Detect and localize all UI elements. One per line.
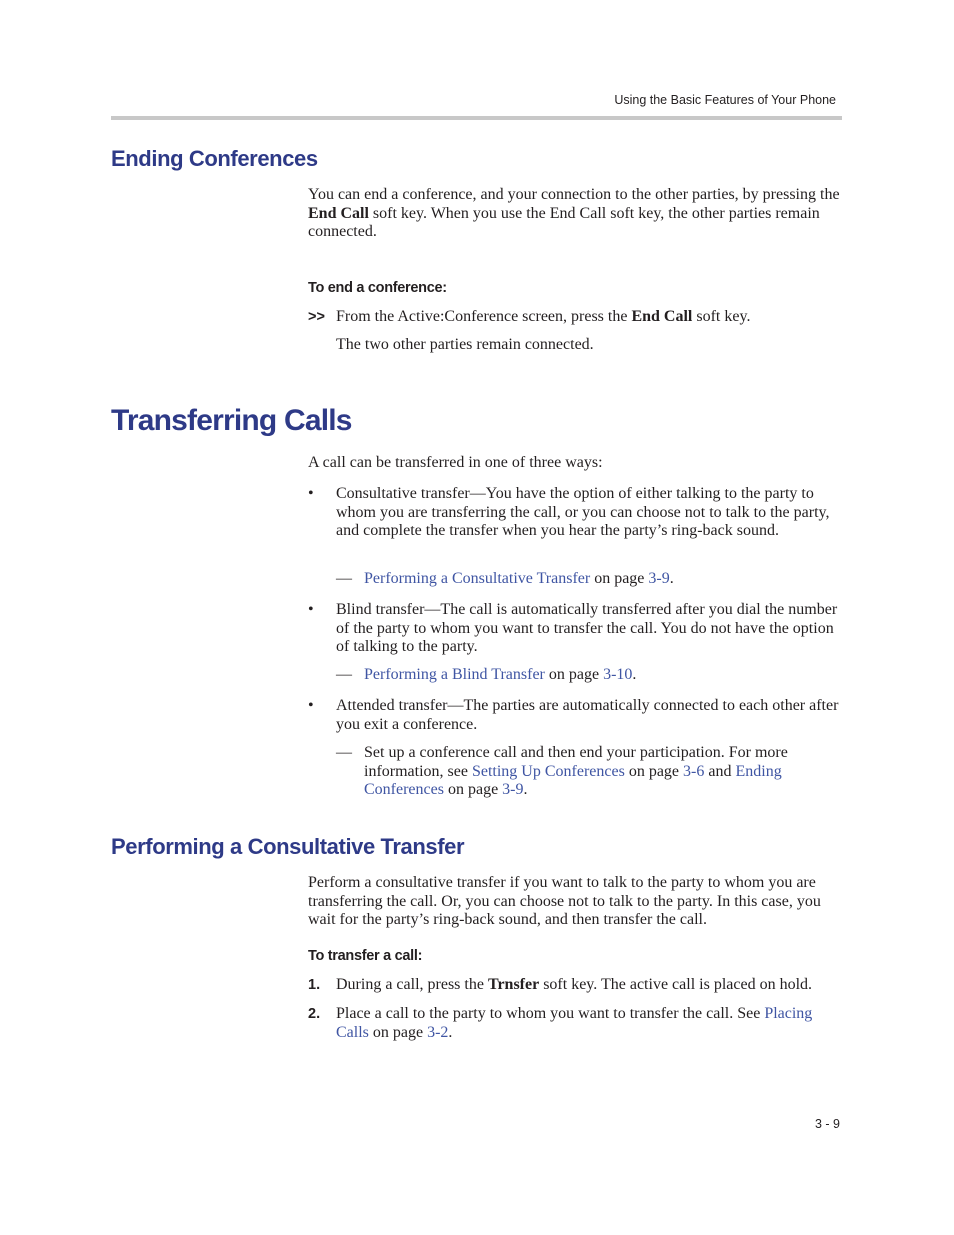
link-performing-consultative-transfer[interactable]: Performing a Consultative Transfer <box>364 570 591 587</box>
dash-marker: — <box>336 570 352 587</box>
transfer-step-1: 1. During a call, press the Trnsfer soft key. The active call is placed on hold. <box>308 976 813 993</box>
bullet-item-consultative: • Consultative transfer—You have the option of either talking to the party to whom you are transferring the call, or you can choose not to talk to the party, and complete the transfer when you hear the party’s ring-back sound. <box>308 485 830 540</box>
link-page-3-10[interactable]: 3-10 <box>603 666 633 683</box>
trnsfer-keyword: Trnsfer <box>487 976 540 993</box>
section-heading-ending-conferences: Ending Conferences <box>111 146 318 171</box>
bullet-marker: • <box>308 601 314 618</box>
sub-item-consultative-ref: — Performing a Consultative Transfer on page 3-9. <box>336 570 674 587</box>
consultative-intro-paragraph: Perform a consultative transfer if you want to talk to the party to whom you are transferring the call. Or, you can choose not to talk to the party. In this case, you wait for the party’s ring-back sound, and then transfer the call. <box>308 874 821 929</box>
step-number: 1. <box>308 977 321 993</box>
link-page-3-2[interactable]: 3-2 <box>427 1023 449 1041</box>
procedure-title-transfer-call: To transfer a call: <box>308 948 423 964</box>
ending-intro-paragraph: You can end a conference, and your connection to the other parties, by pressing the End Call soft key. When you use the End Call soft key, the other parties remain connected. <box>308 186 840 241</box>
header-rule <box>111 116 842 120</box>
link-placing-calls[interactable]: Placing Calls <box>336 1005 813 1041</box>
sub-item-blind-ref: — Performing a Blind Transfer on page 3-10. <box>336 666 637 683</box>
link-performing-blind-transfer[interactable]: Performing a Blind Transfer <box>364 666 545 683</box>
bullet-marker: • <box>308 485 314 502</box>
link-ending-conferences[interactable]: Ending Conferences <box>364 762 782 799</box>
bullet-item-blind: • Blind transfer—The call is automatically transferred after you dial the number of the party to whom you want to transfer the call. You do not have the option of talking to the party. <box>308 601 838 656</box>
step-arrow-marker: >> <box>308 309 325 325</box>
link-page-3-9[interactable]: 3-9 <box>648 570 670 587</box>
end-conference-result: The two other parties remain connected. <box>336 336 594 353</box>
end-conference-step: >> From the Active:Conference screen, press the End Call soft key. <box>308 308 751 325</box>
page-number: 3 - 9 <box>814 1117 840 1131</box>
chapter-heading-transferring-calls: Transferring Calls <box>111 404 352 437</box>
bullet-item-attended: • Attended transfer—The parties are automatically connected to each other after you exit a conference. <box>308 697 839 733</box>
dash-marker: — <box>336 666 352 683</box>
step-number: 2. <box>308 1006 321 1022</box>
transfer-step-2: 2. Place a call to the party to whom you want to transfer the call. See Placing Calls on page 3-2. <box>308 1005 813 1041</box>
dash-marker: — <box>336 744 352 761</box>
transferring-intro: A call can be transferred in one of three ways: <box>308 454 603 471</box>
end-call-keyword: End Call <box>308 204 369 222</box>
section-heading-consultative-transfer: Performing a Consultative Transfer <box>111 834 465 859</box>
link-page-3-6[interactable]: 3-6 <box>683 762 705 780</box>
running-header: Using the Basic Features of Your Phone <box>614 93 836 107</box>
end-call-keyword: End Call <box>631 308 693 325</box>
link-page-3-9[interactable]: 3-9 <box>502 781 524 799</box>
sub-item-attended-info: — Set up a conference call and then end your participation. For more information, see Setting Up Conferences on page 3-6 and Ending Conferences on page 3-9. <box>336 744 788 799</box>
procedure-title-end-conference: To end a conference: <box>308 280 447 296</box>
link-setting-up-conferences[interactable]: Setting Up Conferences <box>471 762 625 780</box>
bullet-marker: • <box>308 697 314 714</box>
